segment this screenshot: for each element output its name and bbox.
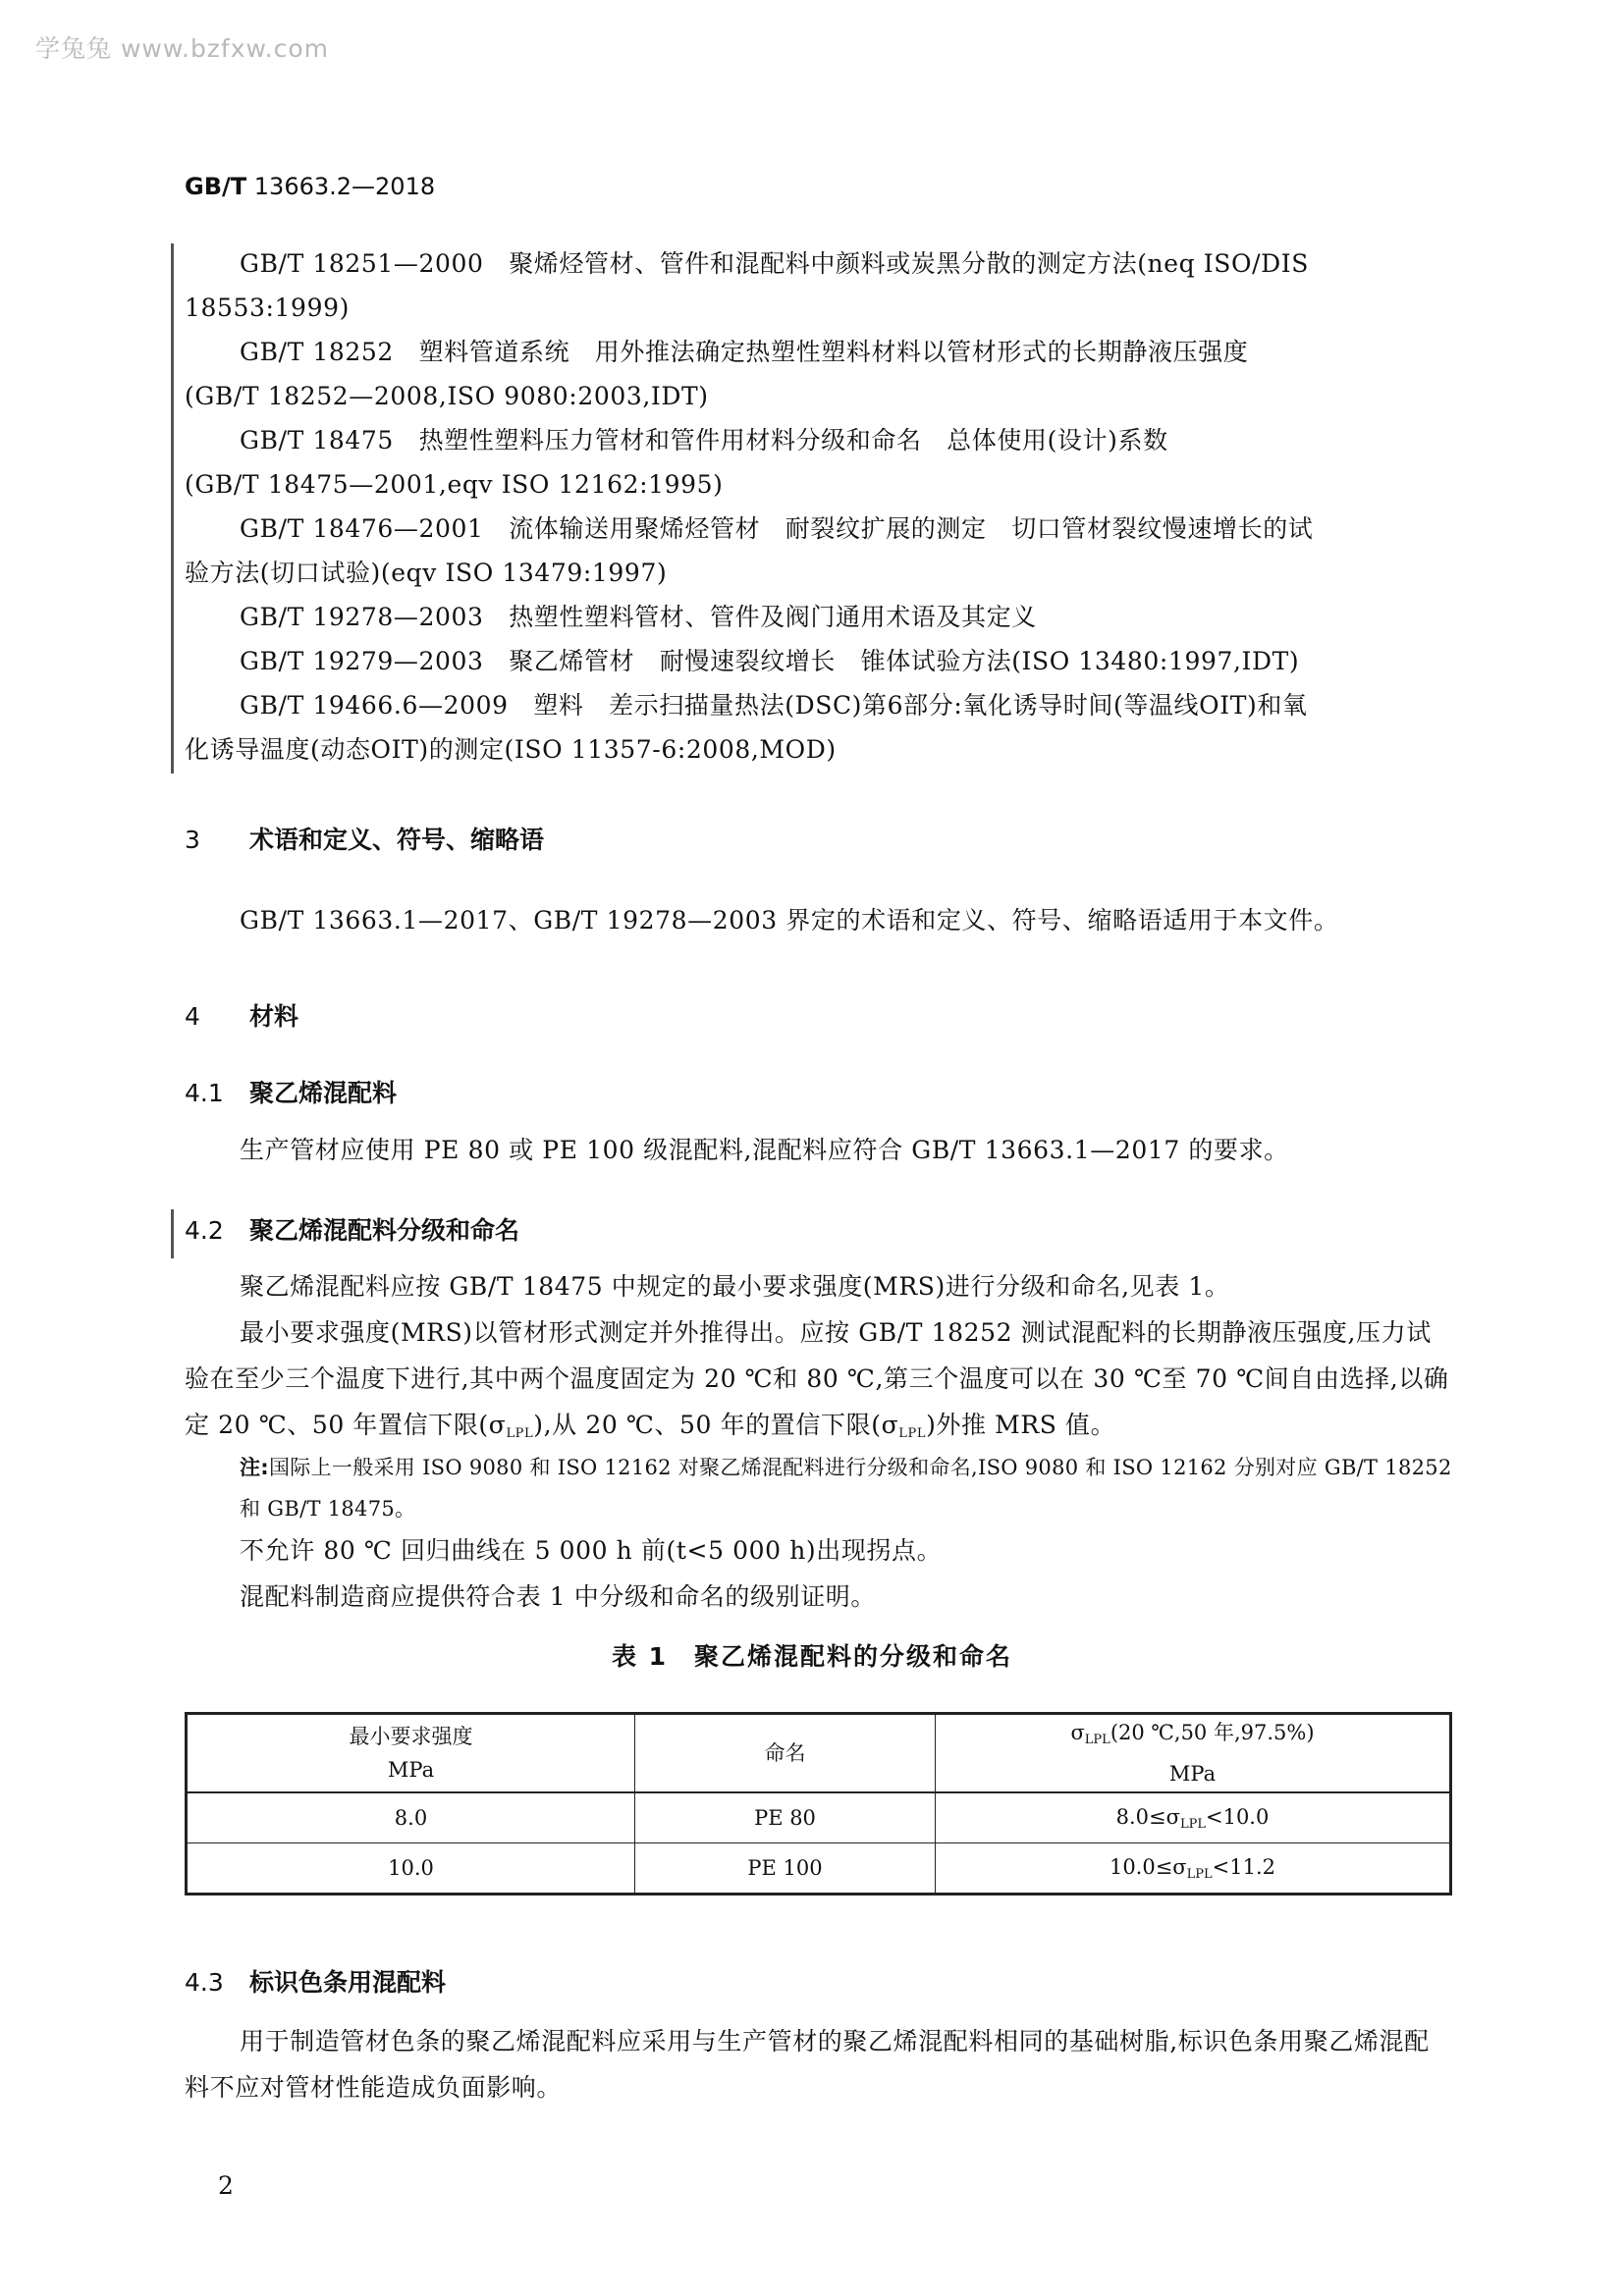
section-title: 术语和定义、符号、缩略语 [249, 826, 545, 854]
header-text: 最小要求强度 [349, 1725, 473, 1748]
paragraph: 不允许 80 ℃ 回归曲线在 5 000 h 前(t<5 000 h)出现拐点。 [240, 1536, 943, 1565]
reference-code: GB/T 18251—2000 [240, 249, 484, 278]
section-title: 聚乙烯混配料 [249, 1079, 398, 1107]
section-heading [185, 1963, 446, 1999]
reference-title: 热塑性塑料管材、管件及阀门通用术语及其定义 [509, 603, 1037, 631]
subscript: LPL [1186, 1866, 1213, 1882]
cell-sigma-range [936, 1843, 1451, 1895]
paragraph: 聚乙烯混配料应按 GB/T 18475 中规定的最小要求强度(MRS)进行分级和命名,见表 1。 [240, 1272, 1230, 1301]
page-number: 2 [218, 2171, 234, 2200]
reference-item [185, 418, 1453, 507]
reference-item [240, 595, 1453, 639]
reference-title: 聚乙烯管材 耐慢速裂纹增长 锥体试验方法(ISO 13480:1997,IDT) [509, 647, 1300, 675]
reference-item [185, 683, 1453, 772]
range-text: <10.0 [1205, 1804, 1270, 1829]
reference-continuation: (GB/T 18475—2001,eqv ISO 12162:1995) [185, 470, 724, 499]
reference-title: 塑料 差示扫描量热法(DSC)第6部分:氧化诱导时间(等温线OIT)和氧 [533, 691, 1308, 720]
standard-code [185, 173, 435, 200]
reference-code: GB/T 19278—2003 [240, 603, 484, 631]
standard-number: 13663.2—2018 [253, 173, 436, 200]
note [240, 1447, 1453, 1529]
table-row [187, 1792, 1451, 1843]
cell-mrs: 10.0 [187, 1843, 635, 1895]
section-heading [185, 821, 544, 856]
reference-code: GB/T 18476—2001 [240, 514, 484, 543]
section-number: 4.1 [185, 1079, 224, 1107]
range-text: <11.2 [1212, 1854, 1276, 1879]
section-heading [185, 997, 298, 1033]
section-title: 材料 [249, 1002, 299, 1031]
header-unit: MPa [1168, 1762, 1217, 1786]
section-title: 标识色条用混配料 [249, 1968, 447, 1997]
paragraph: GB/T 13663.1—2017、GB/T 19278—2003 界定的术语和定义、符号、缩略语适用于本文件。 [240, 906, 1339, 934]
reference-title: 聚烯烃管材、管件和混配料中颜料或炭黑分散的测定方法(neq ISO/DIS [509, 249, 1309, 278]
revision-bar [171, 1209, 174, 1258]
reference-continuation: 化诱导温度(动态OIT)的测定(ISO 11357-6:2008,MOD) [185, 735, 837, 764]
reference-continuation: 验方法(切口试验)(eqv ISO 13479:1997) [185, 559, 668, 587]
note-label: 注: [240, 1456, 269, 1479]
paragraph: 生产管材应使用 PE 80 或 PE 100 级混配料,混配料应符合 GB/T 13663.1—2017 的要求。 [240, 1136, 1289, 1164]
reference-continuation: 18553:1999) [185, 294, 350, 322]
section-number: 3 [185, 826, 200, 854]
table-header-row [187, 1714, 1451, 1793]
reference-code: GB/T 18252 [240, 338, 394, 366]
table-row [187, 1843, 1451, 1895]
table-caption: 表 1 聚乙烯混配料的分级和命名 [611, 1642, 1013, 1671]
watermark: 学兔兔 www.bzfxw.com [35, 34, 330, 63]
section-number: 4.2 [185, 1216, 224, 1245]
paragraph: 用于制造管材色条的聚乙烯混配料应采用与生产管材的聚乙烯混配料相同的基础树脂,标识色条用聚乙烯混配料不应对管材性能造成负面影响。 [185, 2027, 1430, 2102]
section-number: 4 [185, 1002, 200, 1031]
range-text: 8.0≤σ [1115, 1804, 1180, 1829]
header-sigma [936, 1714, 1451, 1793]
cell-sigma-range [936, 1792, 1451, 1843]
revision-bar [171, 243, 174, 774]
reference-item [185, 507, 1453, 595]
subscript: LPL [898, 1426, 927, 1441]
paragraph-text: )外推 MRS 值。 [926, 1411, 1116, 1439]
reference-item [240, 639, 1453, 683]
reference-title: 流体输送用聚烯烃管材 耐裂纹扩展的测定 切口管材裂纹慢速增长的试 [509, 514, 1314, 543]
reference-code: GB/T 19279—2003 [240, 647, 484, 675]
header-text: (20 ℃,50 年,97.5%) [1110, 1721, 1315, 1744]
section-number: 4.3 [185, 1968, 224, 1997]
paragraph-text: ),从 20 ℃、50 年的置信下限(σ [533, 1411, 899, 1439]
cell-designation: PE 100 [635, 1843, 936, 1895]
section-title: 聚乙烯混配料分级和命名 [249, 1216, 520, 1245]
subscript: LPL [1084, 1733, 1110, 1747]
reference-item [185, 330, 1453, 418]
paragraph-text: 最小要求强度(MRS)以管材形式测定并外推得出。应按 GB/T 18252 测试混配料的长期静液压强度,压力试验在至少三个温度下进行,其中两个温度固定为 20 ℃和 80 ℃,第三个温度可以在 30 ℃至 70 ℃间自由选择,以确定 20 ℃、50 年置信下限(σ [185, 1318, 1449, 1439]
header-mrs [187, 1714, 635, 1793]
subscript: LPL [506, 1426, 534, 1441]
reference-code: GB/T 19466.6—2009 [240, 691, 509, 720]
cell-designation: PE 80 [635, 1792, 936, 1843]
reference-continuation: (GB/T 18252—2008,ISO 9080:2003,IDT) [185, 382, 709, 410]
classification-table [185, 1712, 1452, 1896]
header-unit: MPa [387, 1758, 435, 1782]
reference-title: 塑料管道系统 用外推法确定热塑性塑料材料以管材形式的长期静液压强度 [418, 338, 1249, 366]
reference-title: 热塑性塑料压力管材和管件用材料分级和命名 总体使用(设计)系数 [418, 426, 1168, 454]
reference-item [185, 241, 1453, 330]
note-text: 国际上一般采用 ISO 9080 和 ISO 12162 对聚乙烯混配料进行分级和命名,ISO 9080 和 ISO 12162 分别对应 GB/T 18252 和 GB/T 18475。 [240, 1456, 1452, 1521]
header-symbol: σ [1070, 1721, 1085, 1744]
paragraph [185, 1309, 1453, 1457]
header-designation: 命名 [635, 1714, 936, 1793]
subscript: LPL [1179, 1816, 1206, 1832]
paragraph: 混配料制造商应提供符合表 1 中分级和命名的级别证明。 [240, 1582, 877, 1611]
cell-mrs: 8.0 [187, 1792, 635, 1843]
range-text: 10.0≤σ [1109, 1854, 1187, 1879]
standard-prefix: GB/T [185, 173, 247, 200]
reference-code: GB/T 18475 [240, 426, 394, 454]
section-heading [185, 1211, 519, 1247]
section-heading [185, 1074, 397, 1109]
